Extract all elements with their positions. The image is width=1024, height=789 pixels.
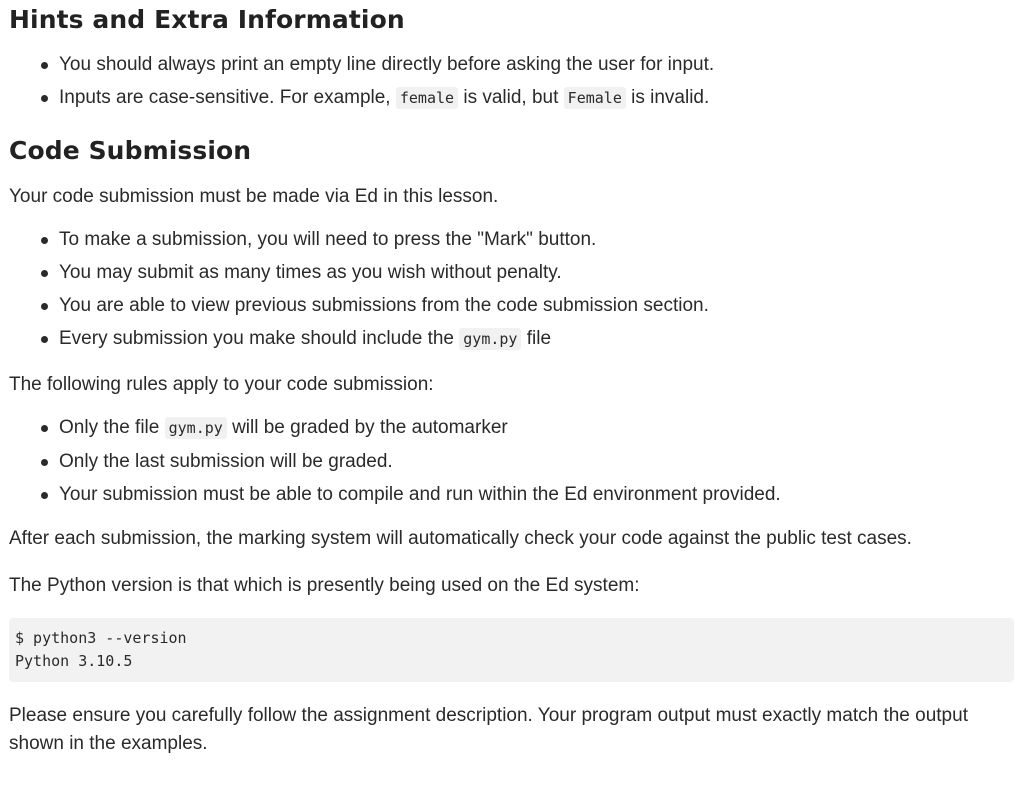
hint-text: You should always print an empty line directly before asking the user for input. [59,54,715,75]
inline-code-gym-py: gym.py [165,417,227,439]
list-item-text-after: file [521,328,552,349]
inline-code-gym-py: gym.py [459,328,521,350]
inline-code-Female: Female [564,87,626,109]
list-item [41,223,1014,256]
hints-heading: Hints and Extra Information [9,5,405,34]
list-item-text: Your submission must be able to compile and run within the Ed environment provided. [59,484,781,505]
list-item-text-after: will be graded by the automarker [226,417,508,438]
code-line: $ python3 --version [15,629,187,647]
list-item-text: You are able to view previous submissions from the code submission section. [59,295,709,316]
hint-text-before: Inputs are case-sensitive. For example, [59,87,396,108]
closing-text: Please ensure you carefully follow the assignment description. Your program output must exactly match the output shown in the examples. [9,705,968,754]
inline-code-female: female [396,87,458,109]
list-item [41,81,1014,115]
list-item [41,478,1014,511]
after-submission-text: After each submission, the marking system will automatically check your code against the public test cases. [9,528,912,549]
list-item [41,322,1014,356]
rules-intro: The following rules apply to your code submission: [9,374,434,395]
submission-intro: Your code submission must be made via Ed in this lesson. [9,186,499,207]
code-line: Python 3.10.5 [15,652,133,670]
list-item-text: Only the last submission will be graded. [59,451,393,472]
hints-list [9,48,1014,115]
code-submission-heading: Code Submission [9,136,252,165]
list-item-text: You may submit as many times as you wish without penalty. [59,262,562,283]
python-version-intro: The Python version is that which is presently being used on the Ed system: [9,575,640,596]
list-item [41,445,1014,478]
list-item-text-before: Every submission you make should include the [59,328,460,349]
list-item [41,256,1014,289]
hint-text-after: is invalid. [625,87,710,108]
list-item-text-before: Only the file [59,417,165,438]
list-item [41,289,1014,322]
submission-list [9,223,1014,356]
hint-text-middle: is valid, but [458,87,564,108]
code-block [9,618,1014,682]
list-item [41,411,1014,445]
list-item-text: To make a submission, you will need to press the "Mark" button. [59,229,597,250]
rules-list [9,411,1014,511]
list-item [41,48,1014,81]
